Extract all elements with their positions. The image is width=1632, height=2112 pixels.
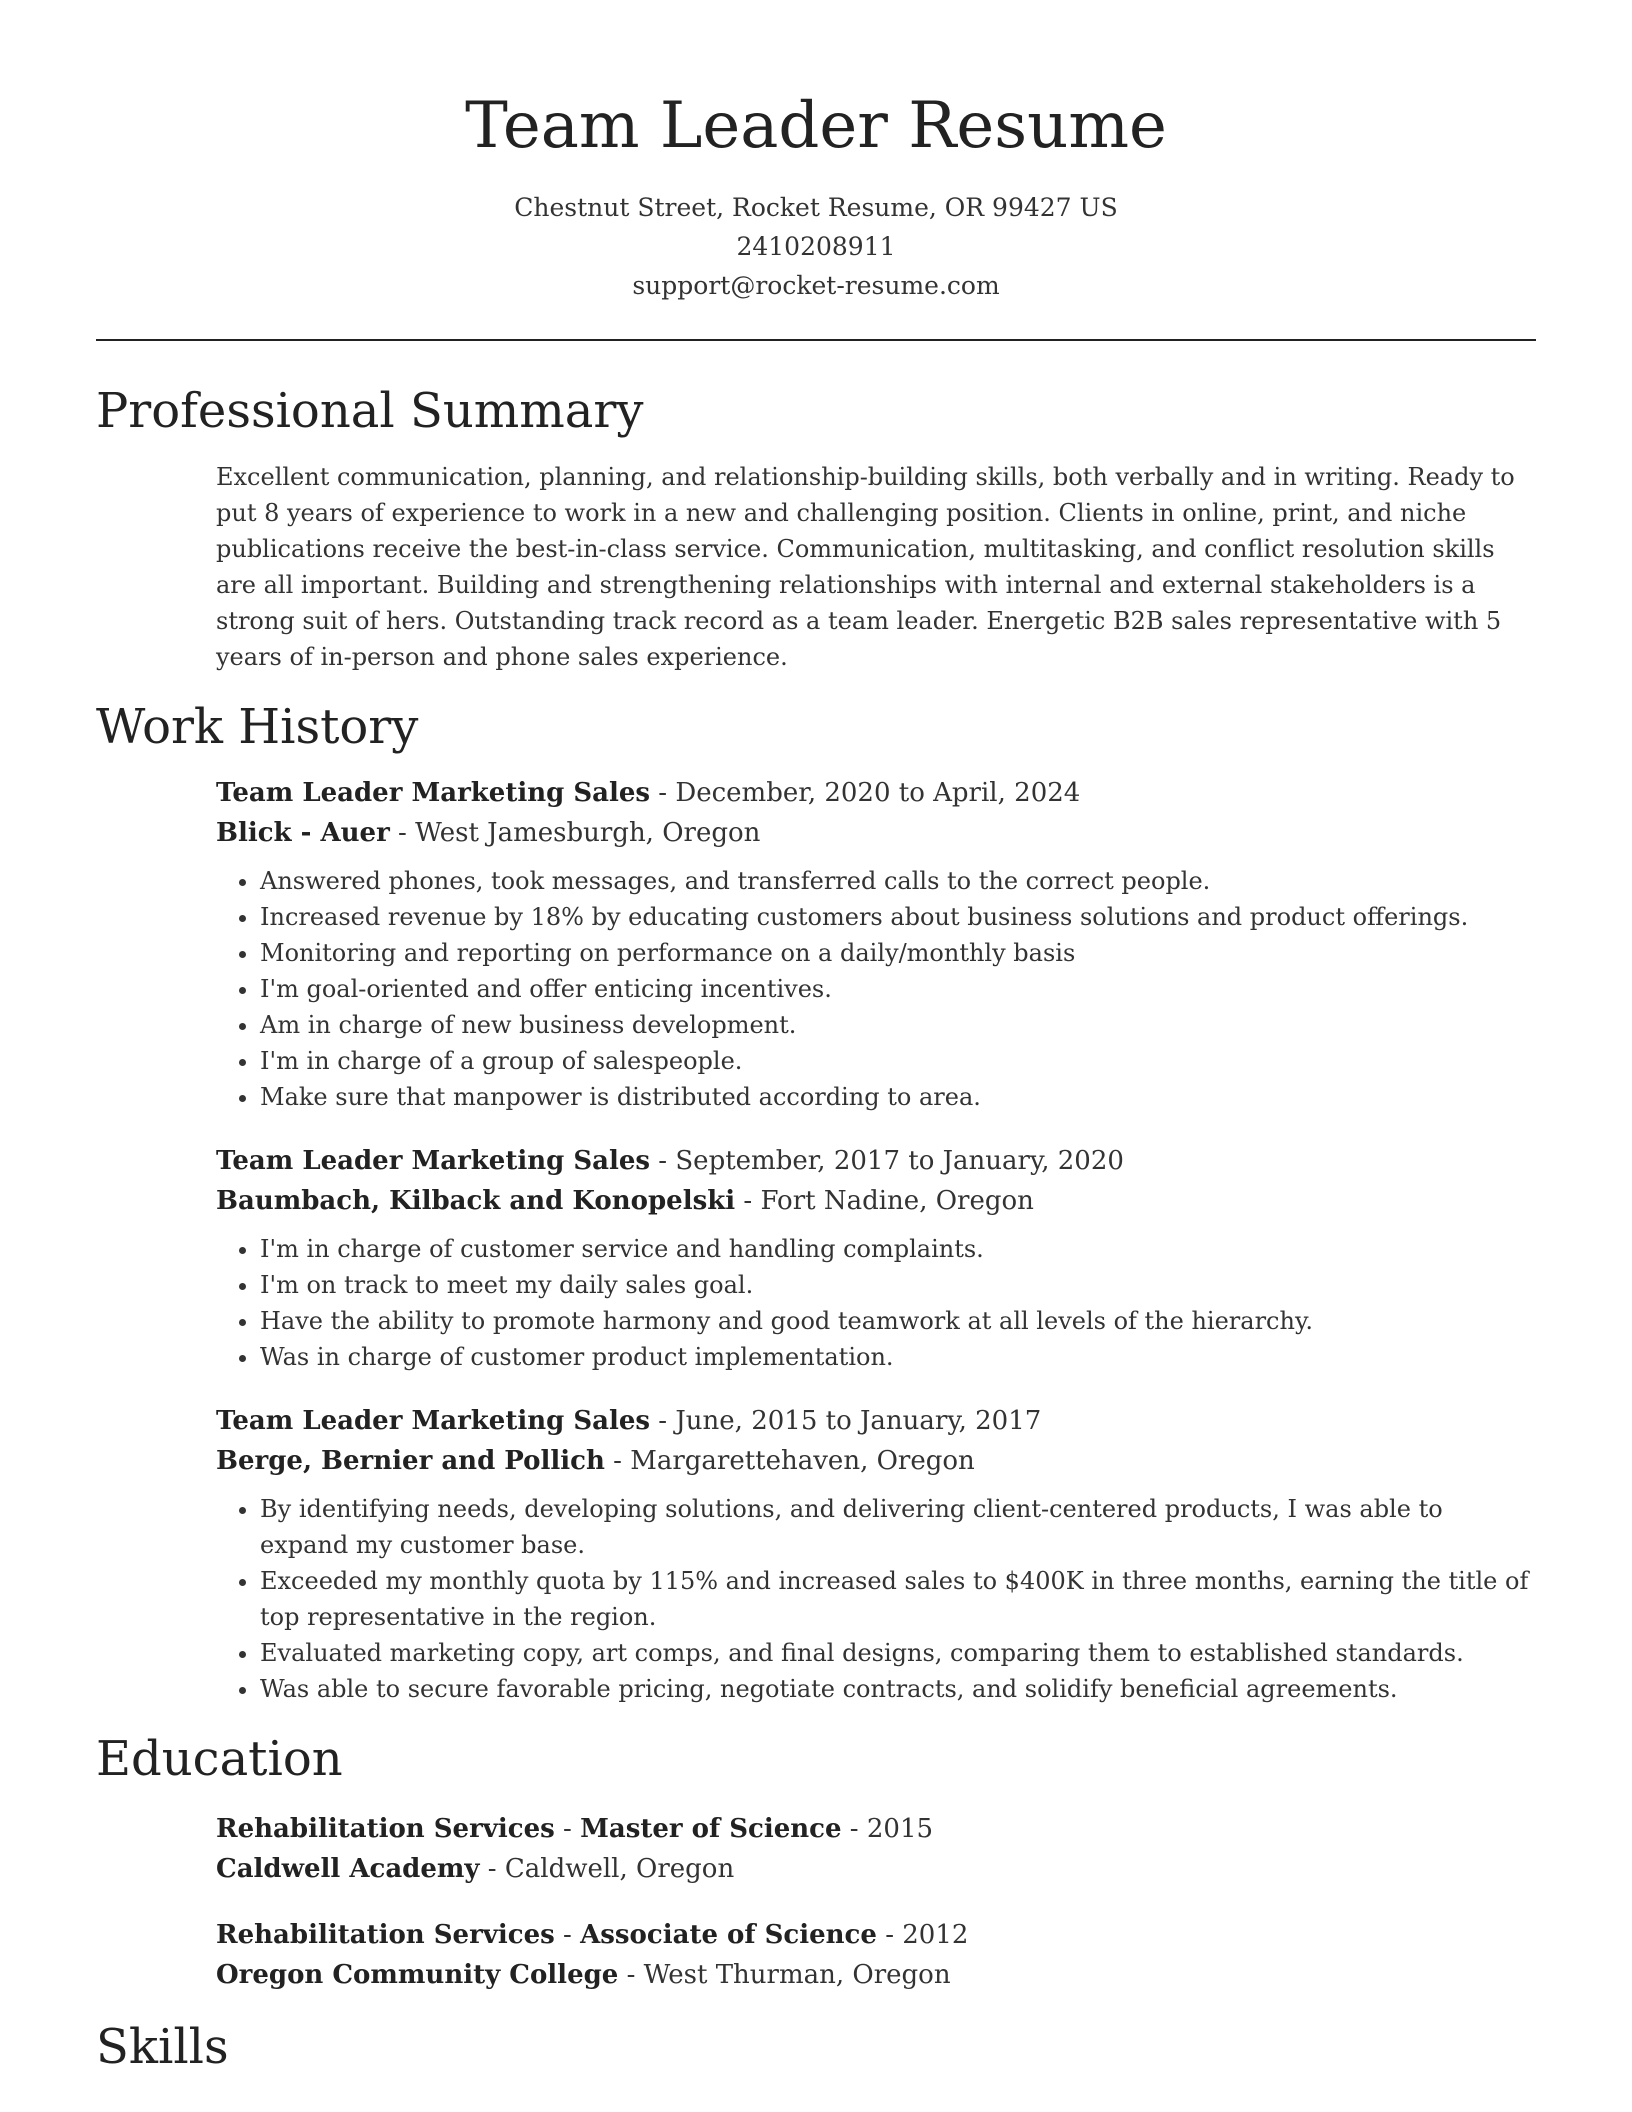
job-org-line: [216, 1441, 1536, 1481]
job-bullet: • I'm on track to meet my daily sales goal.: [260, 1267, 1536, 1303]
job-title-line: [216, 1141, 1536, 1181]
job-org-line: [216, 813, 1536, 853]
job-bullet: • I'm in charge of a group of salespeople.: [260, 1043, 1536, 1079]
job-location: Margarettehaven, Oregon: [630, 1446, 975, 1476]
job-bullet: • Answered phones, took messages, and transferred calls to the correct people.: [260, 863, 1536, 899]
work-history-heading: Work History: [96, 699, 419, 755]
education-location: West Thurman, Oregon: [643, 1960, 951, 1990]
job-bullet: • I'm in charge of customer service and handling complaints.: [260, 1231, 1536, 1267]
resume-title: Team Leader Resume: [465, 89, 1167, 163]
job-bullet: • Was in charge of customer product implementation.: [260, 1339, 1536, 1375]
education-school: Caldwell Academy: [216, 1854, 480, 1884]
education-degree: Master of Science: [580, 1814, 842, 1844]
job-bullet: • Was able to secure favorable pricing, negotiate contracts, and solidify beneficial agreements.: [260, 1671, 1536, 1707]
job-dates: September, 2017 to January, 2020: [675, 1146, 1124, 1176]
separator: -: [650, 1146, 676, 1176]
job-bullet: • Have the ability to promote harmony and good teamwork at all levels of the hierarchy.: [260, 1303, 1536, 1339]
job-bullet: • Monitoring and reporting on performance on a daily/monthly basis: [260, 935, 1536, 971]
summary-paragraph: Excellent communication, planning, and relationship-building skills, both verbally and in writing. Ready to put 8 years of experience to work in a new and challenging position. Clients in online, print, and niche publications receive the best-in-class service. Communication, multitasking, and conflict resolution skills are all important. Building and strengthening relationships with internal and external stakeholders is a strong suit of hers. Outstanding track record as a team leader. Energetic B2B sales representative with 5 years of in-person and phone sales experience.: [216, 463, 1515, 671]
job-location: West Jamesburgh, Oregon: [415, 818, 761, 848]
education-school-line: [216, 1849, 1536, 1889]
separator: -: [650, 1406, 676, 1436]
job-bullets: [216, 1491, 1536, 1707]
education-school: Oregon Community College: [216, 1960, 619, 1990]
education-degree: Associate of Science: [580, 1920, 877, 1950]
job-bullet: • Exceeded my monthly quota by 115% and increased sales to $400K in three months, earning the title of top representative in the region.: [260, 1563, 1536, 1635]
separator: -: [618, 1960, 644, 1990]
job-bullets: [216, 1231, 1536, 1375]
education-list: [216, 1809, 1536, 1995]
job-role: Team Leader Marketing Sales: [216, 1146, 651, 1176]
separator: -: [841, 1814, 867, 1844]
job-entry: [216, 1141, 1536, 1375]
header-divider: [96, 339, 1536, 341]
education-school-line: [216, 1955, 1536, 1995]
job-bullet: • By identifying needs, developing solutions, and delivering client-centered products, I was able to expand my customer base.: [260, 1491, 1536, 1563]
job-entry: [216, 1401, 1536, 1707]
job-bullets: [216, 863, 1536, 1115]
separator: -: [735, 1186, 761, 1216]
job-title-line: [216, 1401, 1536, 1441]
education-entry: [216, 1809, 1536, 1889]
education-field: Rehabilitation Services: [216, 1814, 555, 1844]
job-company: Blick - Auer: [216, 818, 390, 848]
job-bullet: • Am in charge of new business development.: [260, 1007, 1536, 1043]
job-bullet: • Evaluated marketing copy, art comps, and final designs, comparing them to established standards.: [260, 1635, 1536, 1671]
education-degree-line: [216, 1915, 1536, 1955]
skills-heading: Skills: [96, 2019, 229, 2075]
job-bullet: • Increased revenue by 18% by educating customers about business solutions and product offerings.: [260, 899, 1536, 935]
education-field: Rehabilitation Services: [216, 1920, 555, 1950]
phone-text: 2410208911: [736, 232, 896, 261]
job-location: Fort Nadine, Oregon: [760, 1186, 1034, 1216]
job-dates: June, 2015 to January, 2017: [675, 1406, 1042, 1436]
separator: -: [389, 818, 416, 848]
job-bullet: • I'm goal-oriented and offer enticing incentives.: [260, 971, 1536, 1007]
separator: -: [876, 1920, 903, 1950]
contact-block: [96, 188, 1536, 305]
job-bullet: • Make sure that manpower is distributed according to area.: [260, 1079, 1536, 1115]
summary-heading: Professional Summary: [96, 383, 644, 439]
job-dates: December, 2020 to April, 2024: [675, 778, 1081, 808]
education-heading: Education: [96, 1731, 343, 1787]
job-org-line: [216, 1181, 1536, 1221]
resume-page: [96, 0, 1536, 2075]
job-role: Team Leader Marketing Sales: [216, 778, 651, 808]
job-entry: [216, 773, 1536, 1115]
job-role: Team Leader Marketing Sales: [216, 1406, 651, 1436]
job-title-line: [216, 773, 1536, 813]
separator: -: [650, 778, 676, 808]
job-company: Baumbach, Kilback and Konopelski: [216, 1186, 736, 1216]
resume-header: [96, 0, 1536, 305]
separator: -: [604, 1446, 631, 1476]
separator: -: [479, 1854, 505, 1884]
work-history-list: [216, 773, 1536, 1707]
education-degree-line: [216, 1809, 1536, 1849]
address-text: Chestnut Street, Rocket Resume, OR 99427 US: [514, 193, 1118, 222]
job-company: Berge, Bernier and Pollich: [216, 1446, 605, 1476]
separator: -: [554, 1920, 581, 1950]
education-year: 2012: [902, 1920, 969, 1950]
education-year: 2015: [866, 1814, 934, 1844]
separator: -: [554, 1814, 581, 1844]
education-entry: [216, 1915, 1536, 1995]
email-text: support@rocket-resume.com: [632, 271, 1000, 300]
education-location: Caldwell, Oregon: [504, 1854, 735, 1884]
